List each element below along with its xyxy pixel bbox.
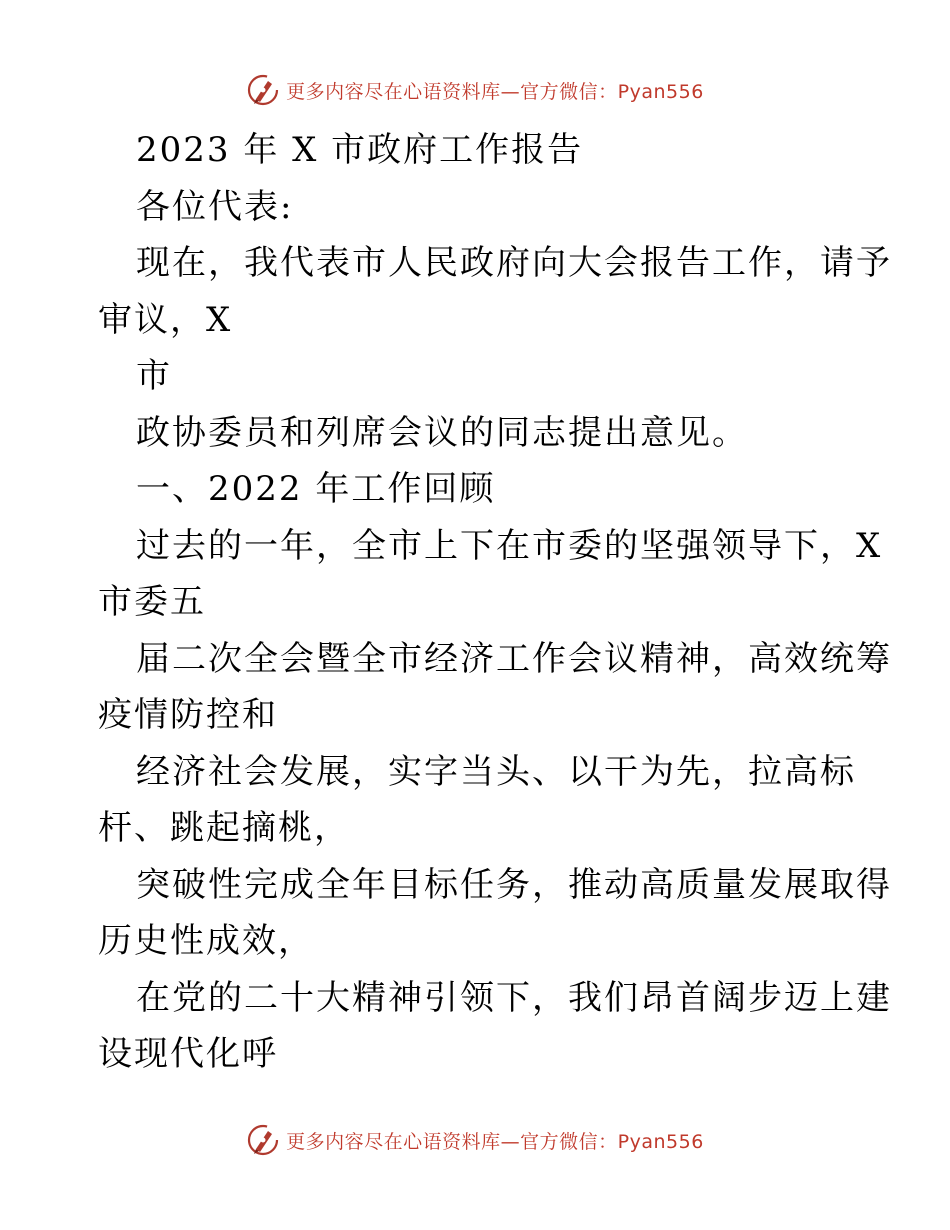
doc-line: 市委五	[98, 582, 206, 622]
document-body	[98, 122, 892, 1083]
doc-line: 各位代表:	[136, 186, 294, 227]
doc-line: 设现代化呼	[98, 1034, 278, 1074]
section-heading: 一、2022 年工作回顾	[136, 469, 496, 509]
doc-line: 历史性成效，	[98, 921, 314, 961]
doc-line: 杆、跳起摘桃，	[98, 808, 350, 848]
doc-line: 政协委员和列席会议的同志提出意见。	[136, 412, 748, 453]
doc-line: 突破性完成全年目标任务，推动高质量发展取得	[136, 864, 892, 905]
doc-line: 疫情防控和	[98, 695, 278, 735]
doc-line: 经济社会发展，实字当头、以干为先，拉高标	[136, 751, 856, 792]
header-banner-text: 更多内容尽在心语资料库—官方微信：Pyan556	[286, 80, 704, 103]
doc-title: 2023 年 X 市政府工作报告	[136, 130, 584, 170]
doc-line: 审议，X	[98, 299, 233, 340]
footer-banner-text: 更多内容尽在心语资料库—官方微信：Pyan556	[286, 1130, 704, 1153]
pen-logo-icon	[246, 73, 280, 107]
header-banner	[0, 70, 950, 110]
doc-line: 市	[136, 356, 172, 396]
doc-line: 过去的一年，全市上下在市委的坚强领导下，X	[136, 525, 883, 566]
doc-line: 届二次全会暨全市经济工作会议精神，高效统筹	[136, 638, 892, 679]
footer-banner	[0, 1120, 950, 1160]
doc-line: 现在，我代表市人民政府向大会报告工作，请予	[136, 243, 892, 283]
pen-logo-icon	[246, 1123, 280, 1157]
doc-line: 在党的二十大精神引领下，我们昂首阔步迈上建	[136, 977, 892, 1018]
